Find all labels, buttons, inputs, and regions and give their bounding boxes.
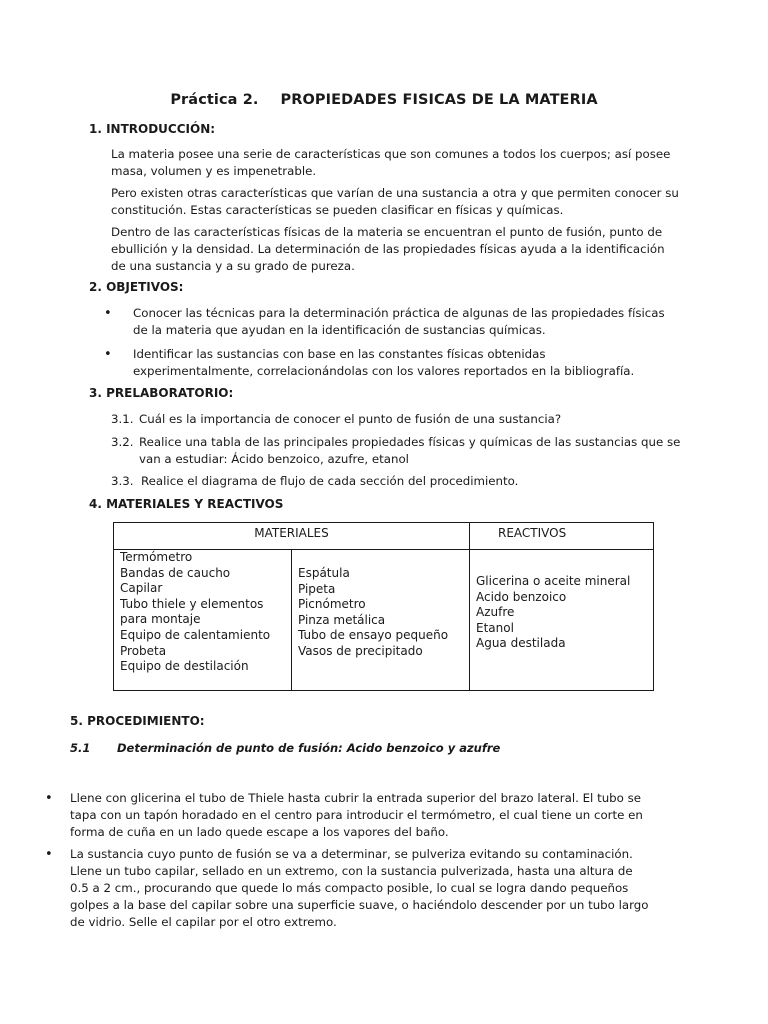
prelab-item-number: 3.2. [111, 435, 134, 449]
list-item: Azufre [476, 605, 515, 620]
materiales-column-header [114, 523, 470, 550]
prelab-item-text: Realice una tabla de las principales propiedades físicas y químicas de las sustancias que se van a estudiar: Ácido benzoico, azufre, etanol [139, 435, 681, 466]
reactivos-header-label: REACTIVOS [498, 526, 567, 540]
reactivos-list [470, 550, 654, 691]
list-item: Equipo de calentamiento [120, 627, 271, 642]
list-item: para montaje [120, 612, 201, 627]
list-item: Picnómetro [298, 597, 366, 612]
list-item: Vasos de precipitado [298, 643, 423, 658]
prelab-item-text: Realice el diagrama de flujo de cada sección del procedimiento. [141, 474, 519, 488]
intro-paragraph-3: Dentro de las características físicas de la materia se encuentran el punto de fusión, punto de ebullición y la densidad. La determinación de las propiedades físicas ayuda a la identificación de una sustancia y a su grado de pureza. [111, 225, 665, 273]
intro-paragraph-2: Pero existen otras características que varían de una sustancia a otra y que permiten conocer su constitución. Estas características se pueden clasificar en físicas y químicas. [111, 186, 679, 217]
prelab-item-text: Cuál es la importancia de conocer el punto de fusión de una sustancia? [139, 412, 562, 426]
list-item: Probeta [120, 643, 167, 658]
prelab-item-number: 3.3. [111, 474, 134, 488]
prelab-heading: 3. PRELABORATORIO: [89, 386, 234, 400]
page-title [0, 92, 768, 108]
list-item: Equipo de destilación [120, 659, 249, 674]
reactivos-column-header [470, 523, 654, 550]
practice-number: Práctica 2. [170, 92, 259, 108]
prelab-item-number: 3.1. [111, 412, 134, 426]
objetivo-item: Identificar las sustancias con base en las constantes físicas obtenidas experimentalmente, correlacionándolas con los valores reportados en la bibliografía. [133, 347, 635, 378]
materiales-list-1 [114, 550, 292, 691]
subsection-number: 5.1 [70, 741, 91, 755]
list-item: Tubo de ensayo pequeño [298, 628, 449, 643]
intro-heading: 1. INTRODUCCIÓN: [89, 122, 216, 136]
list-item: Termómetro [120, 550, 193, 564]
list-item: Tubo thiele y elementos [120, 596, 264, 611]
bullet-icon: • [104, 347, 112, 362]
objetivo-item: Conocer las técnicas para la determinación práctica de algunas de las propiedades físicas de la materia que ayudan en la identificación de sustancias químicas. [133, 306, 665, 337]
materiales-heading: 4. MATERIALES Y REACTIVOS [89, 497, 284, 511]
procedimiento-heading: 5. PROCEDIMIENTO: [70, 714, 205, 728]
objetivos-heading: 2. OBJETIVOS: [89, 280, 184, 294]
procedimiento-item: Llene con glicerina el tubo de Thiele hasta cubrir la entrada superior del brazo lateral. El tubo se tapa con un tapón horadado en el centro para introducir el termómetro, el cual tiene un corte en forma de cuña en un lado quede escape a los vapores del baño. [70, 791, 643, 839]
materiales-list-2 [292, 550, 470, 691]
list-item: Etanol [476, 620, 514, 635]
materiales-header-label: MATERIALES [254, 526, 329, 540]
list-item: Agua destilada [476, 636, 566, 651]
bullet-icon: • [45, 847, 53, 862]
list-item: Espátula [298, 566, 350, 580]
bullet-icon: • [104, 306, 112, 321]
procedimiento-item: La sustancia cuyo punto de fusión se va a determinar, se pulveriza evitando su contaminación. Llene un tubo capilar, sellado en un extremo, con la sustancia pulverizada, hasta una altura de 0.5 a 2 cm., procurando que quede lo más compacto posible, lo cual se logra dando pequeños golpes a la base del capilar sobre una superficie suave, o haciéndolo descender por un tubo largo de vidrio. Selle el capilar por el otro extremo. [70, 847, 649, 929]
bullet-icon: • [45, 791, 53, 806]
list-item: Bandas de caucho [120, 565, 231, 580]
intro-paragraph-1: La materia posee una serie de características que son comunes a todos los cuerpos; así posee masa, volumen y es impenetrable. [111, 147, 671, 178]
list-item: Pinza metálica [298, 612, 386, 627]
list-item: Acido benzoico [476, 589, 567, 604]
practice-name: PROPIEDADES FISICAS DE LA MATERIA [280, 92, 598, 108]
list-item: Glicerina o aceite mineral [476, 574, 631, 588]
materials-table [113, 522, 654, 691]
list-item: Pipeta [298, 581, 336, 596]
list-item: Capilar [120, 581, 163, 596]
subsection-title: Determinación de punto de fusión: Acido benzoico y azufre [117, 741, 501, 755]
